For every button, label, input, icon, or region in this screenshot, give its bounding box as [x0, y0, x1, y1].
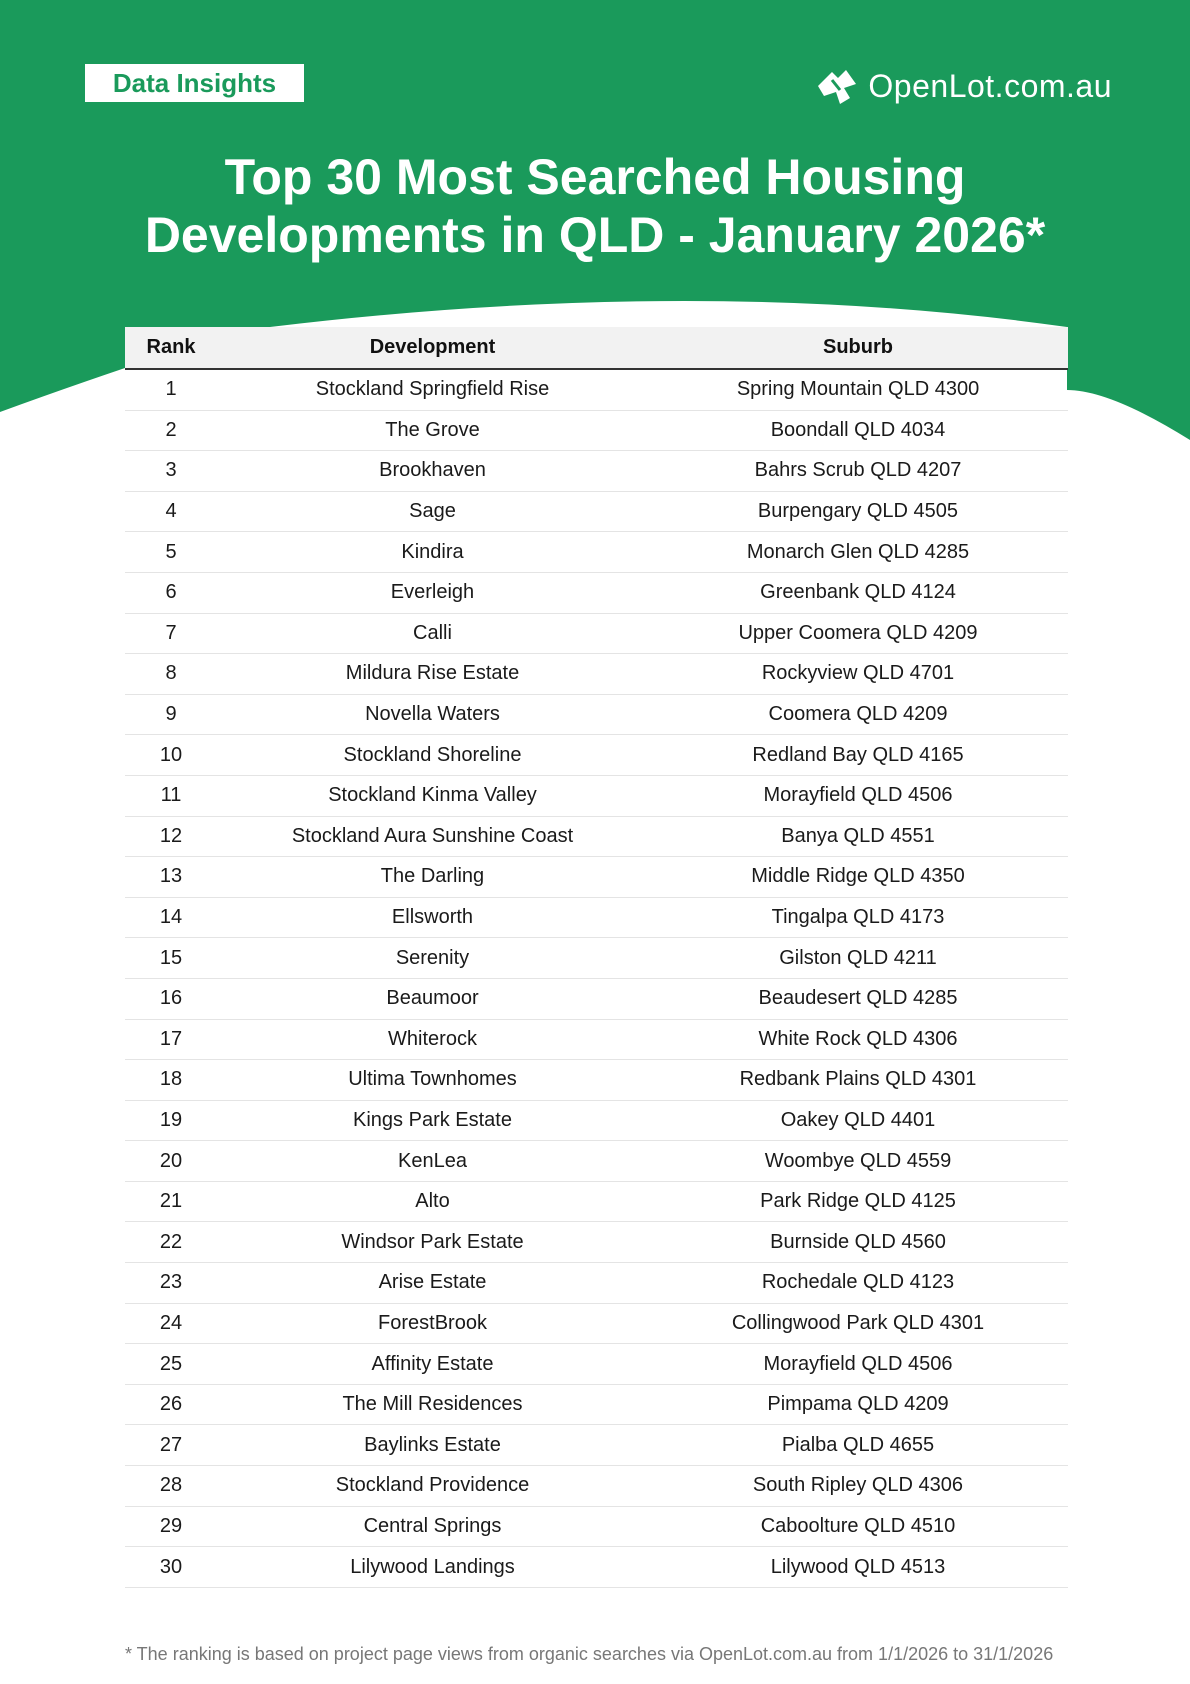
suburb-cell: Tingalpa QLD 4173: [648, 897, 1068, 938]
development-cell: Lilywood Landings: [217, 1547, 648, 1588]
suburb-cell: Pimpama QLD 4209: [648, 1384, 1068, 1425]
table-row: [125, 1141, 1068, 1182]
suburb-cell: Upper Coomera QLD 4209: [648, 613, 1068, 654]
suburb-cell: Gilston QLD 4211: [648, 938, 1068, 979]
table-row: [125, 451, 1068, 492]
rank-cell: 30: [125, 1547, 217, 1588]
table-row: [125, 1222, 1068, 1263]
suburb-cell: South Ripley QLD 4306: [648, 1466, 1068, 1507]
suburb-cell: Burnside QLD 4560: [648, 1222, 1068, 1263]
suburb-cell: White Rock QLD 4306: [648, 1019, 1068, 1060]
rank-cell: 29: [125, 1506, 217, 1547]
table-row: [125, 572, 1068, 613]
development-cell: Everleigh: [217, 572, 648, 613]
rank-cell: 27: [125, 1425, 217, 1466]
openlot-leaf-icon: [816, 66, 858, 106]
development-cell: Whiterock: [217, 1019, 648, 1060]
table-row: [125, 1100, 1068, 1141]
table-row: [125, 735, 1068, 776]
development-cell: The Mill Residences: [217, 1384, 648, 1425]
development-cell: Calli: [217, 613, 648, 654]
rank-cell: 14: [125, 897, 217, 938]
development-cell: The Grove: [217, 410, 648, 451]
rank-cell: 18: [125, 1060, 217, 1101]
suburb-cell: Middle Ridge QLD 4350: [648, 857, 1068, 898]
table-header-row: [125, 327, 1068, 369]
table-row: [125, 1181, 1068, 1222]
page-title-line-1: Top 30 Most Searched Housing: [224, 149, 966, 205]
table-row: [125, 1303, 1068, 1344]
table-row: [125, 369, 1068, 410]
table-row: [125, 897, 1068, 938]
development-cell: Mildura Rise Estate: [217, 654, 648, 695]
suburb-cell: Caboolture QLD 4510: [648, 1506, 1068, 1547]
table-row: [125, 1425, 1068, 1466]
table-row: [125, 1019, 1068, 1060]
page-title: [0, 148, 1190, 264]
suburb-cell: Burpengary QLD 4505: [648, 491, 1068, 532]
table-row: [125, 816, 1068, 857]
development-cell: Central Springs: [217, 1506, 648, 1547]
table-row: [125, 491, 1068, 532]
suburb-cell: Redbank Plains QLD 4301: [648, 1060, 1068, 1101]
development-cell: Novella Waters: [217, 694, 648, 735]
openlot-logo-text: OpenLot.com.au: [868, 67, 1112, 104]
rankings-table: [125, 327, 1068, 1588]
rank-cell: 17: [125, 1019, 217, 1060]
suburb-cell: Morayfield QLD 4506: [648, 775, 1068, 816]
suburb-cell: Lilywood QLD 4513: [648, 1547, 1068, 1588]
table-row: [125, 1263, 1068, 1304]
development-cell: Serenity: [217, 938, 648, 979]
suburb-cell: Beaudesert QLD 4285: [648, 978, 1068, 1019]
rank-cell: 10: [125, 735, 217, 776]
page-title-line-2: Developments in QLD - January 2026*: [144, 207, 1046, 263]
table-row: [125, 410, 1068, 451]
development-cell: Stockland Aura Sunshine Coast: [217, 816, 648, 857]
table-row: [125, 1506, 1068, 1547]
suburb-cell: Boondall QLD 4034: [648, 410, 1068, 451]
table-row: [125, 654, 1068, 695]
development-cell: Sage: [217, 491, 648, 532]
rank-cell: 20: [125, 1141, 217, 1182]
development-cell: Arise Estate: [217, 1263, 648, 1304]
suburb-cell: Collingwood Park QLD 4301: [648, 1303, 1068, 1344]
development-cell: Ultima Townhomes: [217, 1060, 648, 1101]
development-cell: Brookhaven: [217, 451, 648, 492]
suburb-cell: Morayfield QLD 4506: [648, 1344, 1068, 1385]
table-row: [125, 775, 1068, 816]
table-body: [125, 369, 1068, 1587]
development-cell: KenLea: [217, 1141, 648, 1182]
rank-cell: 25: [125, 1344, 217, 1385]
development-cell: Stockland Providence: [217, 1466, 648, 1507]
suburb-cell: Rockyview QLD 4701: [648, 654, 1068, 695]
rank-cell: 4: [125, 491, 217, 532]
table-row: [125, 694, 1068, 735]
rank-cell: 23: [125, 1263, 217, 1304]
rank-cell: 1: [125, 369, 217, 410]
suburb-cell: Redland Bay QLD 4165: [648, 735, 1068, 776]
rank-cell: 16: [125, 978, 217, 1019]
rank-cell: 19: [125, 1100, 217, 1141]
table-row: [125, 1547, 1068, 1588]
suburb-cell: Oakey QLD 4401: [648, 1100, 1068, 1141]
development-cell: Ellsworth: [217, 897, 648, 938]
column-header-rank: Rank: [125, 327, 217, 369]
rank-cell: 21: [125, 1181, 217, 1222]
development-cell: ForestBrook: [217, 1303, 648, 1344]
column-header-development: Development: [217, 327, 648, 369]
rank-cell: 9: [125, 694, 217, 735]
development-cell: Windsor Park Estate: [217, 1222, 648, 1263]
rank-cell: 12: [125, 816, 217, 857]
suburb-cell: Monarch Glen QLD 4285: [648, 532, 1068, 573]
suburb-cell: Rochedale QLD 4123: [648, 1263, 1068, 1304]
development-cell: Stockland Kinma Valley: [217, 775, 648, 816]
rank-cell: 7: [125, 613, 217, 654]
rank-cell: 13: [125, 857, 217, 898]
table-row: [125, 1060, 1068, 1101]
development-cell: Alto: [217, 1181, 648, 1222]
table-row: [125, 613, 1068, 654]
table-row: [125, 1344, 1068, 1385]
table-row: [125, 938, 1068, 979]
development-cell: Affinity Estate: [217, 1344, 648, 1385]
rank-cell: 2: [125, 410, 217, 451]
suburb-cell: Greenbank QLD 4124: [648, 572, 1068, 613]
development-cell: Stockland Shoreline: [217, 735, 648, 776]
footnote: * The ranking is based on project page views from organic searches via OpenLot.com.au from 1/1/2026 to 31/1/2026: [125, 1644, 1054, 1664]
development-cell: Beaumoor: [217, 978, 648, 1019]
suburb-cell: Woombye QLD 4559: [648, 1141, 1068, 1182]
table-row: [125, 1466, 1068, 1507]
suburb-cell: Bahrs Scrub QLD 4207: [648, 451, 1068, 492]
development-cell: Kindira: [217, 532, 648, 573]
table-row: [125, 1384, 1068, 1425]
rank-cell: 24: [125, 1303, 217, 1344]
rank-cell: 3: [125, 451, 217, 492]
suburb-cell: Pialba QLD 4655: [648, 1425, 1068, 1466]
rank-cell: 28: [125, 1466, 217, 1507]
rankings-table-container: [125, 327, 1068, 1588]
rank-cell: 11: [125, 775, 217, 816]
suburb-cell: Coomera QLD 4209: [648, 694, 1068, 735]
data-insights-badge: Data Insights: [85, 64, 304, 102]
rank-cell: 15: [125, 938, 217, 979]
development-cell: Stockland Springfield Rise: [217, 369, 648, 410]
table-row: [125, 857, 1068, 898]
rank-cell: 22: [125, 1222, 217, 1263]
rank-cell: 5: [125, 532, 217, 573]
suburb-cell: Banya QLD 4551: [648, 816, 1068, 857]
suburb-cell: Park Ridge QLD 4125: [648, 1181, 1068, 1222]
openlot-logo[interactable]: [816, 64, 1112, 108]
table-row: [125, 978, 1068, 1019]
development-cell: Kings Park Estate: [217, 1100, 648, 1141]
table-row: [125, 532, 1068, 573]
rank-cell: 6: [125, 572, 217, 613]
development-cell: The Darling: [217, 857, 648, 898]
column-header-suburb: Suburb: [648, 327, 1068, 369]
rank-cell: 8: [125, 654, 217, 695]
rank-cell: 26: [125, 1384, 217, 1425]
development-cell: Baylinks Estate: [217, 1425, 648, 1466]
suburb-cell: Spring Mountain QLD 4300: [648, 369, 1068, 410]
